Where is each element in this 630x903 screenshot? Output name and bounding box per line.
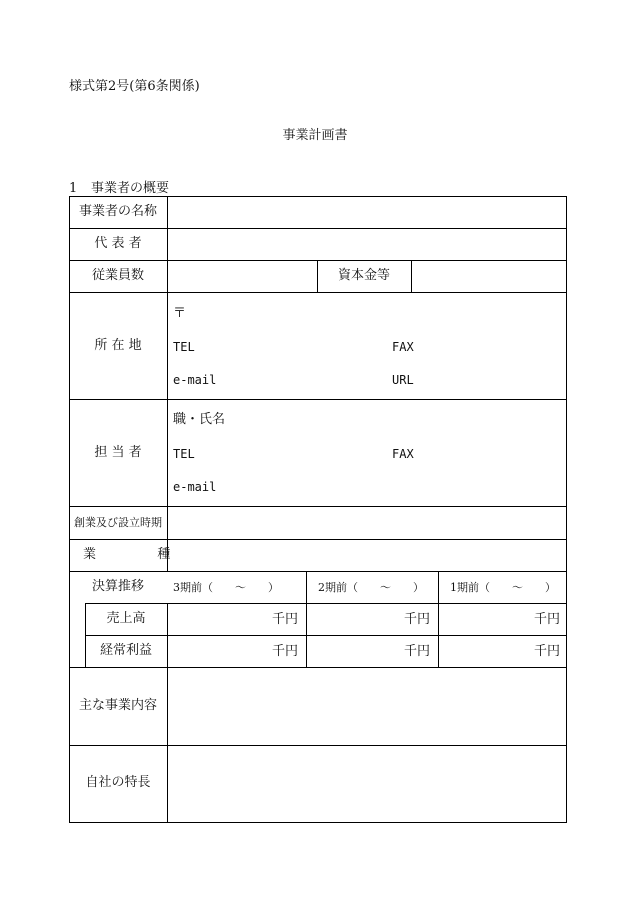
rule bbox=[85, 603, 567, 604]
document-title: 事業計画書 bbox=[282, 128, 348, 143]
address-url-label: URL bbox=[392, 373, 414, 387]
company-name-label: 事業者の名称 bbox=[78, 204, 157, 219]
rule bbox=[566, 196, 567, 823]
rule bbox=[69, 292, 567, 293]
contact-label: 担 当 者 bbox=[94, 445, 142, 460]
business-overview-table bbox=[69, 196, 567, 823]
rule bbox=[69, 667, 567, 668]
address-tel-label: TEL bbox=[173, 340, 195, 354]
rule bbox=[69, 571, 567, 572]
rule bbox=[438, 571, 439, 667]
section-number: 1 bbox=[69, 181, 78, 196]
rule bbox=[69, 196, 567, 197]
profit-unit-period-1: 千円 bbox=[533, 644, 560, 659]
industry-label: 業 種 bbox=[83, 547, 199, 562]
postal-mark: 〒 bbox=[173, 306, 187, 321]
rule bbox=[167, 196, 168, 571]
address-fax-label: FAX bbox=[392, 340, 414, 354]
sales-label: 売上高 bbox=[106, 611, 146, 626]
contact-email-label: e-mail bbox=[173, 480, 217, 494]
rule bbox=[69, 260, 567, 261]
rule bbox=[167, 603, 168, 823]
company-features-label: 自社の特長 bbox=[85, 775, 151, 790]
section-title: 事業者の概要 bbox=[91, 181, 170, 196]
contact-tel-label: TEL bbox=[173, 447, 195, 461]
main-business-label: 主な事業内容 bbox=[78, 698, 157, 713]
rule bbox=[69, 228, 567, 229]
contact-fax-label: FAX bbox=[392, 447, 414, 461]
address-label: 所 在 地 bbox=[94, 338, 142, 353]
capital-label: 資本金等 bbox=[337, 268, 390, 283]
period-1-label: 1期前（ ～ ） bbox=[450, 581, 556, 594]
period-2-label: 2期前（ ～ ） bbox=[318, 581, 424, 594]
rule bbox=[85, 635, 567, 636]
rule bbox=[306, 571, 307, 667]
ordinary-profit-label: 経常利益 bbox=[99, 643, 152, 658]
rule bbox=[69, 506, 567, 507]
representative-label: 代 表 者 bbox=[94, 236, 142, 251]
rule bbox=[69, 539, 567, 540]
rule bbox=[69, 822, 567, 823]
period-3-label: 3期前（ ～ ） bbox=[173, 581, 279, 594]
rule bbox=[69, 196, 70, 823]
rule bbox=[411, 260, 412, 292]
sales-unit-period-2: 千円 bbox=[403, 612, 430, 627]
founded-label: 創業及び設立時期 bbox=[74, 516, 162, 529]
address-email-label: e-mail bbox=[173, 373, 217, 387]
sales-unit-period-1: 千円 bbox=[533, 612, 560, 627]
financials-label: 決算推移 bbox=[91, 579, 144, 594]
section-heading bbox=[69, 177, 169, 196]
rule bbox=[69, 399, 567, 400]
rule bbox=[69, 745, 567, 746]
form-number: 様式第2号(第6条関係) bbox=[69, 79, 200, 94]
profit-unit-period-3: 千円 bbox=[271, 644, 298, 659]
employees-label: 従業員数 bbox=[91, 268, 144, 283]
profit-unit-period-2: 千円 bbox=[403, 644, 430, 659]
contact-position-name-label: 職・氏名 bbox=[173, 412, 226, 427]
sales-unit-period-3: 千円 bbox=[271, 612, 298, 627]
